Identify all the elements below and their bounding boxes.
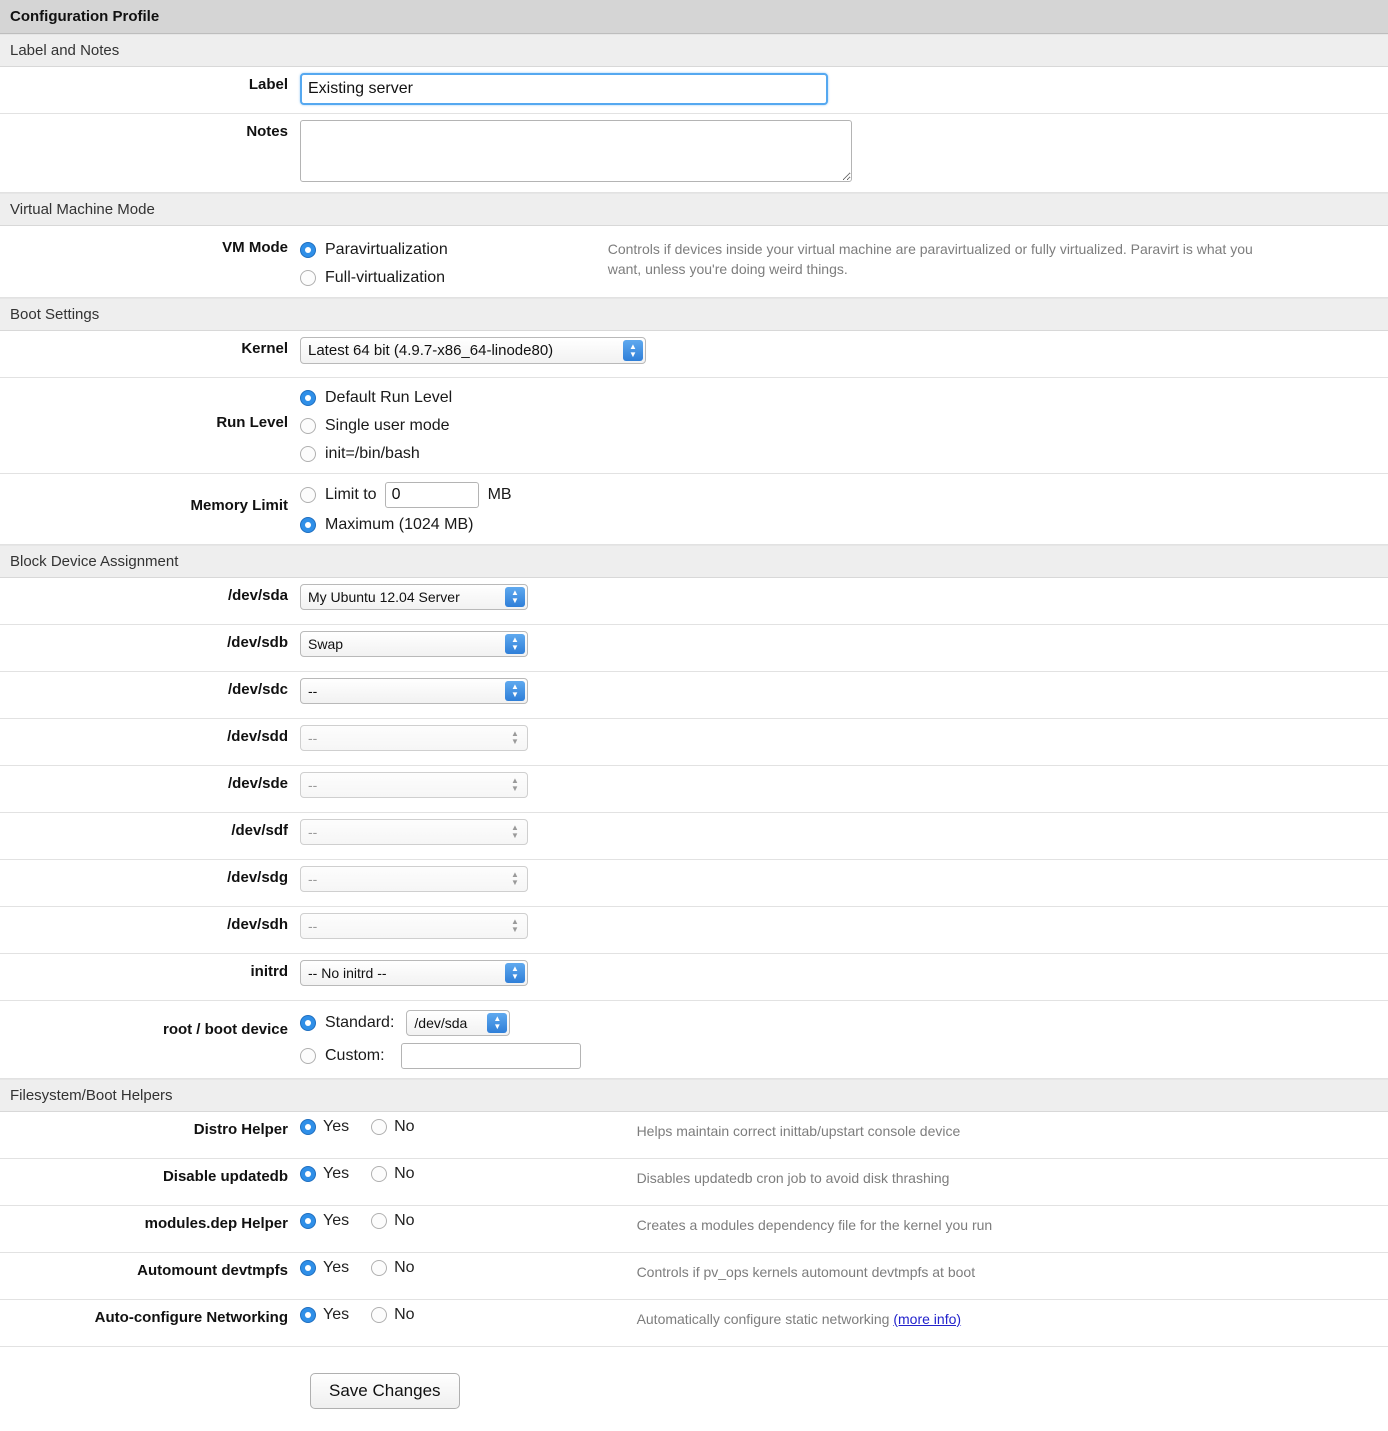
radio-init-bin-bash-icon[interactable] (300, 446, 316, 462)
helper-yes-label: Yes (323, 1212, 350, 1229)
block-device-label-sda: /dev/sda (227, 587, 288, 604)
helper-yes-label: Yes (323, 1165, 350, 1182)
run-level-label: Run Level (216, 414, 288, 431)
run-level-option-single-user[interactable] (300, 412, 452, 439)
chevron-updown-icon: ▲ ▼ (505, 963, 525, 983)
chevron-updown-icon: ▲ ▼ (511, 776, 519, 793)
radio-no-icon[interactable] (371, 1307, 387, 1323)
helper-row-distro-helper (0, 1112, 1388, 1159)
run-level-option-2-label: init=/bin/bash (325, 444, 420, 462)
section-header-label-and-notes: Label and Notes (0, 34, 1388, 67)
notes-field-wrap (300, 120, 852, 186)
helper-yes-disable-updatedb[interactable] (300, 1165, 349, 1183)
block-device-label-sdb: /dev/sdb (227, 634, 288, 651)
block-device-select-sdf[interactable] (300, 819, 528, 845)
block-device-label-sdf: /dev/sdf (231, 822, 288, 839)
chevron-updown-icon: ▲ ▼ (487, 1013, 507, 1033)
helper-options-modules-dep-helper (300, 1212, 437, 1230)
helper-description-auto-configure-networking (637, 1306, 961, 1329)
vm-mode-row (0, 226, 1388, 298)
block-device-select-sdb[interactable] (300, 631, 528, 657)
vm-mode-option-1-label: Full-virtualization (325, 268, 446, 286)
section-header-virtual-machine-mode: Virtual Machine Mode (0, 193, 1388, 226)
block-device-row (0, 578, 1388, 625)
chevron-updown-icon: ▲ ▼ (623, 340, 643, 361)
radio-no-icon[interactable] (371, 1166, 387, 1182)
chevron-updown-icon: ▲ ▼ (505, 587, 525, 607)
helper-description-text: Automatically configure static networking (636, 1311, 894, 1327)
more-info-link[interactable]: (more info) (893, 1311, 962, 1327)
kernel-label: Kernel (241, 340, 288, 357)
block-device-value-sde: -- (308, 777, 318, 793)
root-boot-device-options (300, 1007, 581, 1072)
block-device-value-sdf: -- (308, 824, 318, 840)
chevron-updown-icon: ▲ ▼ (511, 870, 519, 887)
block-device-value-sdc: -- (308, 683, 318, 699)
run-level-option-0-label: Default Run Level (325, 388, 453, 406)
helper-no-automount-devtmpfs[interactable] (371, 1259, 414, 1277)
helper-options-disable-updatedb (300, 1165, 437, 1183)
radio-default-run-level-icon[interactable] (300, 390, 316, 406)
block-device-label-sde: /dev/sde (227, 775, 288, 792)
kernel-field-wrap (300, 337, 646, 364)
memory-limit-input[interactable] (385, 482, 479, 508)
chevron-updown-icon: ▲ ▼ (511, 823, 519, 840)
chevron-updown-icon: ▲ ▼ (505, 681, 525, 701)
helper-description-disable-updatedb: Disables updatedb cron job to avoid disk thrashing (636, 1170, 950, 1186)
label-input[interactable] (300, 73, 828, 105)
section-header-block-device-assignment: Block Device Assignment (0, 545, 1388, 578)
helper-row-automount-devtmpfs (0, 1253, 1388, 1300)
block-device-value-sda: My Ubuntu 12.04 Server (308, 589, 460, 605)
label-row (0, 67, 1388, 114)
radio-yes-icon[interactable] (300, 1166, 316, 1182)
label-field-label: Label (248, 76, 288, 93)
kernel-select-value: Latest 64 bit (4.9.7-x86_64-linode80) (308, 342, 554, 359)
section-header-boot-settings: Boot Settings (0, 298, 1388, 331)
radio-standard-icon[interactable] (300, 1015, 316, 1031)
block-device-row (0, 625, 1388, 672)
block-device-label-sdh: /dev/sdh (227, 916, 288, 933)
block-device-label-sdc: /dev/sdc (227, 681, 288, 698)
block-device-row (0, 813, 1388, 860)
helper-row-disable-updatedb (0, 1159, 1388, 1206)
initrd-label: initrd (250, 963, 288, 980)
helper-label-automount-devtmpfs: Automount devtmpfs (137, 1262, 288, 1279)
kernel-select[interactable] (300, 337, 646, 364)
label-field-wrap (300, 73, 828, 105)
helper-label-auto-configure-networking: Auto-configure Networking (94, 1309, 288, 1326)
vm-mode-label: VM Mode (222, 239, 288, 256)
radio-maximum-icon[interactable] (300, 517, 316, 533)
vm-mode-options (300, 232, 448, 291)
vm-mode-description: Controls if devices inside your virtual machine are paravirtualized or fully virtualized. Paravirt is what you want, unless you're doing weird things. (607, 241, 1253, 278)
kernel-row (0, 331, 1388, 378)
helper-no-auto-configure-networking[interactable] (371, 1306, 414, 1324)
memory-limit-label: Memory Limit (190, 497, 288, 514)
block-device-value-sdg: -- (308, 871, 318, 887)
radio-full-virtualization-icon[interactable] (300, 270, 316, 286)
root-boot-standard-select[interactable] (406, 1010, 510, 1036)
block-device-value-sdd: -- (308, 730, 318, 746)
block-device-row (0, 766, 1388, 813)
radio-no-icon[interactable] (371, 1213, 387, 1229)
root-boot-custom-option[interactable] (300, 1040, 581, 1072)
run-level-option-1-label: Single user mode (325, 416, 450, 434)
helper-description-automount-devtmpfs: Controls if pv_ops kernels automount devtmpfs at boot (636, 1264, 976, 1280)
root-boot-custom-label: Custom: (325, 1047, 385, 1064)
helper-label-disable-updatedb: Disable updatedb (162, 1168, 288, 1185)
block-device-row (0, 907, 1388, 954)
helper-yes-modules-dep-helper[interactable] (300, 1212, 349, 1230)
chevron-updown-icon: ▲ ▼ (505, 634, 525, 654)
section-header-filesystem-boot-helpers: Filesystem/Boot Helpers (0, 1079, 1388, 1112)
notes-textarea[interactable] (300, 120, 852, 182)
block-device-select-sda[interactable] (300, 584, 528, 610)
helper-yes-auto-configure-networking[interactable] (300, 1306, 349, 1324)
radio-single-user-mode-icon[interactable] (300, 418, 316, 434)
memory-limit-maximum-label: Maximum (1024 MB) (325, 515, 474, 533)
helper-row-modules-dep-helper (0, 1206, 1388, 1253)
memory-limit-option-limit-to[interactable] (300, 480, 512, 510)
helper-options-distro-helper (300, 1118, 437, 1136)
memory-limit-limit-label: Limit to (325, 486, 377, 503)
helper-no-label: No (394, 1306, 415, 1323)
vm-mode-option-0-label: Paravirtualization (325, 240, 448, 258)
block-device-select-sdg[interactable] (300, 866, 528, 892)
radio-limit-to-icon[interactable] (300, 487, 316, 503)
helper-no-disable-updatedb[interactable] (371, 1165, 414, 1183)
run-level-option-default[interactable] (300, 384, 452, 411)
vm-mode-option-full-virtualization[interactable] (300, 264, 448, 291)
helper-no-distro-helper[interactable] (371, 1118, 414, 1136)
radio-custom-icon[interactable] (300, 1048, 316, 1064)
root-boot-custom-input[interactable] (401, 1043, 581, 1069)
block-device-select-sdh[interactable] (300, 913, 528, 939)
block-device-label-sdd: /dev/sdd (227, 728, 288, 745)
radio-yes-icon[interactable] (300, 1213, 316, 1229)
helper-label-modules-dep-helper: modules.dep Helper (144, 1215, 288, 1232)
helper-no-modules-dep-helper[interactable] (371, 1212, 414, 1230)
radio-yes-icon[interactable] (300, 1119, 316, 1135)
helper-yes-automount-devtmpfs[interactable] (300, 1259, 349, 1277)
initrd-row (0, 954, 1388, 1001)
root-boot-device-label: root / boot device (162, 1021, 288, 1038)
save-button-wrap (0, 1347, 1388, 1431)
memory-limit-unit: MB (487, 486, 512, 503)
helper-no-label: No (394, 1212, 415, 1229)
block-device-row (0, 860, 1388, 907)
helper-yes-distro-helper[interactable] (300, 1118, 349, 1136)
block-device-label-sdg: /dev/sdg (227, 869, 288, 886)
radio-yes-icon[interactable] (300, 1307, 316, 1323)
notes-row (0, 114, 1388, 193)
notes-field-label: Notes (246, 123, 288, 140)
memory-limit-option-maximum[interactable] (300, 511, 512, 538)
initrd-value: -- No initrd -- (308, 965, 387, 981)
helper-options-auto-configure-networking (300, 1306, 437, 1324)
radio-no-icon[interactable] (371, 1119, 387, 1135)
memory-limit-options (300, 480, 512, 538)
helper-no-label: No (394, 1259, 415, 1276)
initrd-select[interactable] (300, 960, 528, 986)
block-device-value-sdh: -- (308, 918, 318, 934)
save-changes-button[interactable]: Save Changes (310, 1373, 460, 1409)
root-boot-standard-value: /dev/sda (414, 1015, 468, 1031)
helper-yes-label: Yes (323, 1118, 350, 1135)
root-boot-standard-label: Standard: (325, 1014, 395, 1031)
helper-yes-label: Yes (323, 1259, 350, 1276)
helper-row-auto-configure-networking (0, 1300, 1388, 1347)
helper-no-label: No (394, 1118, 415, 1135)
block-device-row (0, 672, 1388, 719)
radio-no-icon[interactable] (371, 1260, 387, 1276)
radio-paravirtualization-icon[interactable] (300, 242, 316, 258)
helper-no-label: No (394, 1165, 415, 1182)
block-device-select-sde[interactable] (300, 772, 528, 798)
page-title: Configuration Profile (0, 0, 1388, 34)
vm-mode-option-paravirtualization[interactable] (300, 236, 448, 263)
run-level-option-init-bin-bash[interactable] (300, 440, 452, 467)
block-device-value-sdb: Swap (308, 636, 344, 652)
block-device-select-sdc[interactable] (300, 678, 528, 704)
run-level-row (0, 378, 1388, 474)
block-device-row (0, 719, 1388, 766)
helper-description-modules-dep-helper: Creates a modules dependency file for the kernel you run (636, 1217, 993, 1233)
helper-yes-label: Yes (323, 1306, 350, 1323)
radio-yes-icon[interactable] (300, 1260, 316, 1276)
run-level-options (300, 384, 452, 467)
chevron-updown-icon: ▲ ▼ (511, 729, 519, 746)
helper-label-distro-helper: Distro Helper (193, 1121, 288, 1138)
helper-options-automount-devtmpfs (300, 1259, 437, 1277)
root-boot-device-row (0, 1001, 1388, 1079)
chevron-updown-icon: ▲ ▼ (511, 917, 519, 934)
block-device-select-sdd[interactable] (300, 725, 528, 751)
memory-limit-row (0, 474, 1388, 545)
helper-description-distro-helper: Helps maintain correct inittab/upstart console device (636, 1123, 961, 1139)
root-boot-standard-option[interactable] (300, 1007, 581, 1039)
